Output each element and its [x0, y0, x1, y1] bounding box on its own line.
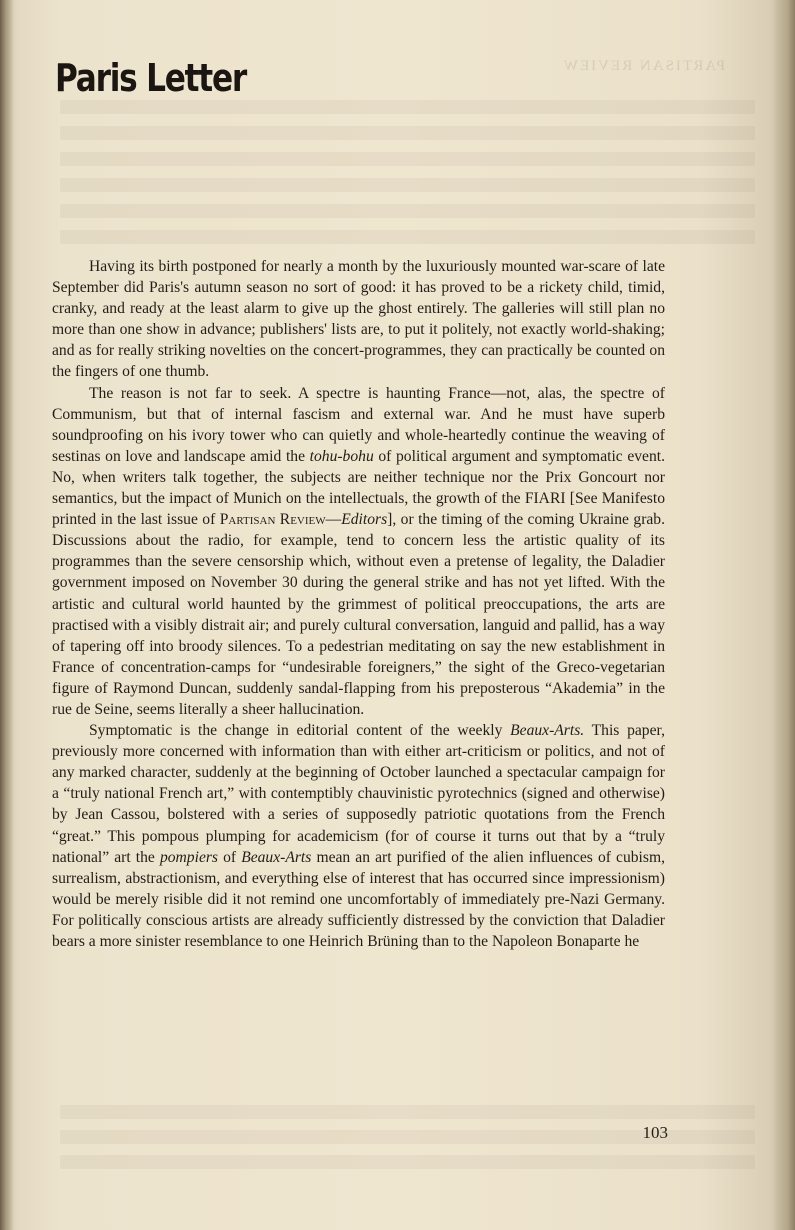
text-run: This paper, previously more concerned with information than with either art-criticism or politics, and not of any marked character, suddenly at the beginning of October launched a spectacular campaign for a “truly national French art,” with contemptibly chauvinistic pyrotechnics (signed and otherwise) by Jean Cassou, bolstered with a series of supposedly patriotic quotations from the French “great.” This pompous plumping for academicism (for of course it turns out that by a “truly national” art the [52, 722, 665, 866]
page-edge [773, 0, 795, 1230]
text-run: mean an art purified of the alien influences of cubism, surrealism, abstractionism, and everything else of interest that has occurred since impressionism) would be merely risible did it not remind one uncomfortably of immediately pre-Nazi Germany. For politically conscious artists are already sufficiently distressed by the conviction that Daladier bears a more sinister resemblance to one Heinrich Brüning than to the Napoleon Bonaparte he [52, 848, 665, 950]
bleed-through-line [60, 178, 755, 192]
italic-text: tohu-bohu [309, 447, 374, 465]
italic-text: Editors [341, 511, 388, 529]
bleed-through-line [60, 152, 755, 166]
bleed-through-line [60, 230, 755, 244]
italic-text: Beaux-Arts. [510, 722, 585, 740]
bleed-through-line [60, 1105, 755, 1119]
article-body [52, 256, 665, 952]
bleed-through-line [60, 204, 755, 218]
body-paragraph [52, 720, 665, 952]
page-number: 103 [642, 1123, 668, 1142]
bleed-through-line [60, 100, 755, 114]
text-run: The reason is not far to seek. A spectre is haunting France—not, alas, the spectre of Communism, but that of internal fascism and external war. And he must have superb soundproofing on his ivory tower who can quietly and whole-heartedly continue the weaving of sestinas on love and landscape amid the [52, 384, 665, 465]
italic-text: pompiers [159, 848, 218, 866]
bleed-through-line [60, 1155, 755, 1169]
text-run: — [325, 511, 342, 529]
text-run: Symptomatic is the change in editorial content of the weekly [89, 722, 511, 740]
small-caps-text: Partisan Review [219, 511, 326, 529]
text-run: ], or the timing of the coming Ukraine grab. Discussions about the radio, for example, tend to concern less the artistic quality of its programmes than the severe censorship which, without even a pretense of legality, the Daladier government imposed on November 30 during the general strike and has not yet lifted. With the artistic and cultural world haunted by the grimmest of political preoccupations, the arts are practised with a visibly distrait air; and purely cultural conversation, languid and pallid, has a way of tapering off into broody silences. To a pedestrian meditating on say the new establishment in France of concentration-camps for “undesirable foreigners,” the sight of the Greco-vegetarian figure of Raymond Duncan, suddenly sandal-flapping from his preposterous “Akademia” in the rue de Seine, seems literally a sheer hallucination. [52, 511, 665, 718]
body-paragraph [52, 383, 665, 721]
text-run: of political argument and symptomatic event. No, when writers talk together, the subjects are neither technique nor the Prix Goncourt nor semantics, but the impact of Munich on the intellectuals, the growth of the FIARI [See Manifesto printed in the last issue of [52, 447, 666, 529]
bleed-through-line [60, 126, 755, 140]
bleed-through-header: PARTISAN REVIEW [561, 58, 725, 74]
text-run: Having its birth postponed for nearly a month by the luxuriously mounted war-scare of late September did Paris's autumn season no sort of good: it has proved to be a rickety child, timid, cranky, and ready at the least alarm to give up the ghost entirely. The galleries will still plan no more than one show in advance; publishers' lists are, to put it politely, not exactly world-shaking; and as for really striking novelties on the concert-programmes, they can practically be counted on the fingers of one thumb. [52, 258, 665, 381]
article-title: Paris Letter [55, 56, 246, 100]
italic-text: Beaux-Arts [241, 848, 312, 866]
text-run: of [218, 848, 242, 866]
body-paragraph [52, 256, 665, 383]
gutter-shadow [0, 0, 14, 1230]
